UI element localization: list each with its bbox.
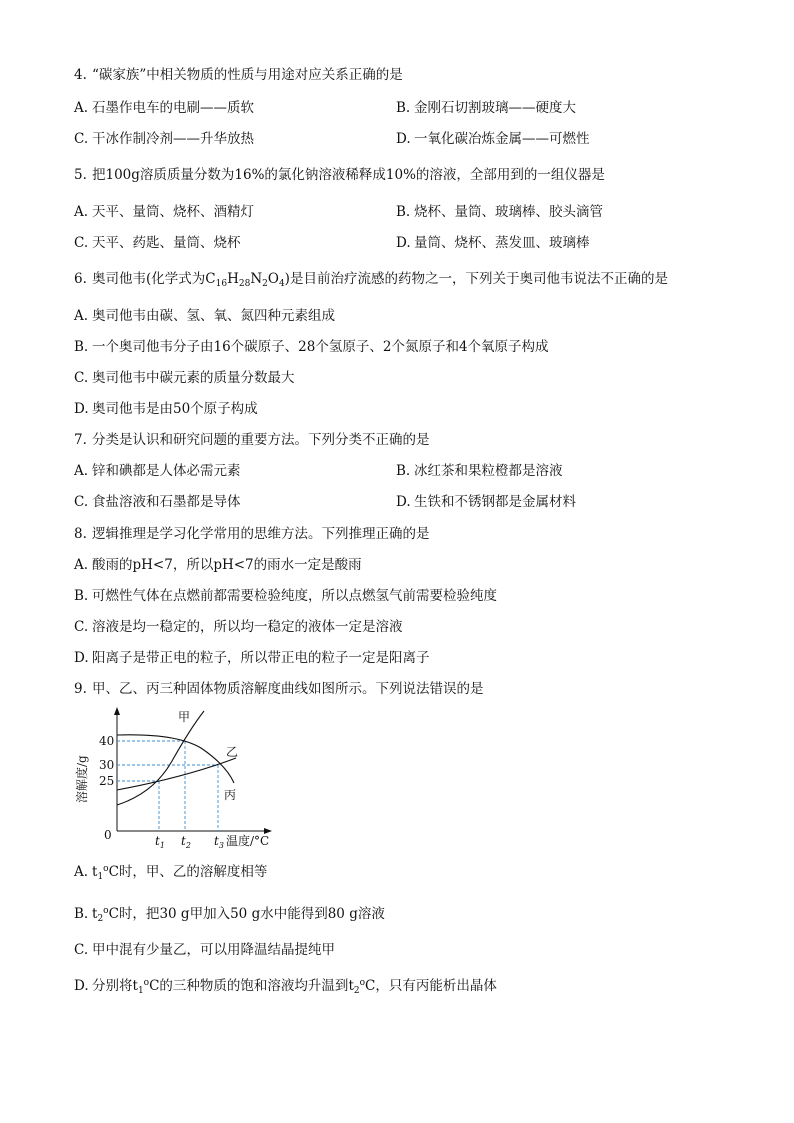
option-label: B. xyxy=(396,204,411,220)
q4-option-d[interactable] xyxy=(396,130,590,148)
q4-option-a[interactable] xyxy=(74,99,254,117)
option-text: 食盐溶液和石墨都是导体 xyxy=(92,494,241,510)
option-label: A. xyxy=(74,557,89,573)
question-number: 7. xyxy=(74,432,87,448)
question-9-stem xyxy=(74,680,484,698)
q8-option-a[interactable] xyxy=(74,556,362,574)
option-text: 一氧化碳冶炼金属——可燃性 xyxy=(414,131,590,147)
option-text: 烧杯、量筒、玻璃棒、胶头滴管 xyxy=(414,204,603,220)
y-tick-25: 25 xyxy=(99,774,115,788)
option-text: 天平、量筒、烧杯、酒精灯 xyxy=(92,204,254,220)
option-text: 锌和碘都是人体必需元素 xyxy=(92,463,241,479)
question-number: 6. xyxy=(74,271,87,287)
y-tick-30: 30 xyxy=(99,758,115,772)
option-label: D. xyxy=(74,978,89,994)
q9-option-d[interactable]: D. 分别将$t_1^oC$的三种物质的饱和溶液均升温到$t_2^oC$，只有丙能析出晶体 xyxy=(74,978,497,996)
option-text: 奥司他韦由碳、氢、氧、氮四种元素组成 xyxy=(92,308,335,324)
y-axis-arrow xyxy=(114,707,120,715)
option-label: D. xyxy=(396,494,411,510)
option-label: D. xyxy=(74,401,89,417)
q9-option-b[interactable]: B. $t_2^oC$时，把30 g甲加入50 g水中能得到80 g溶液 xyxy=(74,906,385,924)
curve-jia xyxy=(117,711,204,805)
q5-option-c[interactable] xyxy=(74,234,241,252)
q7-option-d[interactable] xyxy=(396,493,576,511)
chemical-formula: $C_{16}H_{28}N_2O_4$ xyxy=(205,271,285,289)
option-text: 奥司他韦是由50个原子构成 xyxy=(92,401,258,417)
option-label: B. xyxy=(396,100,411,116)
q4-option-c[interactable] xyxy=(74,130,254,148)
option-text: 一个奥司他韦分子由16个碳原子、28个氢原子、2个氮原子和4个氧原子构成 xyxy=(92,339,549,355)
option-label: C. xyxy=(74,235,89,251)
question-5-stem xyxy=(74,166,605,184)
q7-option-b[interactable] xyxy=(396,462,563,480)
option-text: 天平、药匙、量筒、烧杯 xyxy=(92,235,241,251)
option-label: A. xyxy=(74,204,89,220)
option-text: 石墨作电车的电刷——质软 xyxy=(92,100,254,116)
curve-bing xyxy=(117,735,234,783)
q4-option-b[interactable] xyxy=(396,99,576,117)
option-label: C. xyxy=(74,494,89,510)
series-label-yi: 乙 xyxy=(226,745,239,759)
option-label: A. xyxy=(74,308,89,324)
option-text: 阳离子是带正电的粒子，所以带正电的粒子一定是阳离子 xyxy=(92,650,430,666)
option-text: 奥司他韦中碳元素的质量分数最大 xyxy=(92,370,295,386)
question-text-pre: 奥司他韦(化学式为 xyxy=(92,271,206,287)
x-tick-t2: $t_2$ xyxy=(181,834,191,850)
option-label: C. xyxy=(74,619,89,635)
option-text: 酸雨的pH<7，所以pH<7的雨水一定是酸雨 xyxy=(92,557,362,573)
solubility-curve-chart xyxy=(66,703,296,853)
q5-option-d[interactable] xyxy=(396,234,590,252)
q7-option-c[interactable] xyxy=(74,493,241,511)
q5-option-a[interactable] xyxy=(74,203,254,221)
temperature-t1: $t_1^o$ xyxy=(92,864,109,882)
option-label: A. xyxy=(74,100,89,116)
q9-option-a[interactable] xyxy=(74,863,267,881)
q6-option-c[interactable] xyxy=(74,369,295,387)
question-4-stem xyxy=(74,66,403,84)
q6-option-b[interactable] xyxy=(74,338,549,356)
question-number: 8. xyxy=(74,526,87,542)
option-label: D. xyxy=(396,131,411,147)
option-label: A. xyxy=(74,463,89,479)
y-tick-40: 40 xyxy=(99,734,115,748)
option-label: B. xyxy=(74,339,89,355)
option-text: 量筒、烧杯、蒸发皿、玻璃棒 xyxy=(414,235,590,251)
x-tick-t3: $t_3$ xyxy=(214,834,224,850)
option-label: A. xyxy=(74,864,89,880)
question-text: 甲、乙、丙三种固体物质溶解度曲线如图所示。下列说法错误的是 xyxy=(92,681,484,697)
question-text: 逻辑推理是学习化学常用的思维方法。下列推理正确的是 xyxy=(92,526,430,542)
option-text: 甲中混有少量乙，可以用降温结晶提纯甲 xyxy=(92,942,335,958)
option-label: B. xyxy=(74,588,89,604)
y-axis-label: 溶解度/g xyxy=(75,755,89,803)
option-label: D. xyxy=(396,235,411,251)
question-text: 分类是认识和研究问题的重要方法。下列分类不正确的是 xyxy=(92,432,430,448)
question-7-stem xyxy=(74,431,430,449)
option-label: C. xyxy=(74,370,89,386)
question-number: 5. xyxy=(74,167,87,183)
option-text: 可燃性气体在点燃前都需要检验纯度，所以点燃氢气前需要检验纯度 xyxy=(92,588,497,604)
question-text: 把100g溶质质量分数为16%的氯化钠溶液稀释成10%的溶液，全部用到的一组仪器是 xyxy=(92,167,605,183)
option-text: C时，甲、乙的溶解度相等 xyxy=(108,864,268,880)
series-label-bing: 丙 xyxy=(224,788,237,802)
series-label-jia: 甲 xyxy=(178,710,191,724)
question-text: “碳家族”中相关物质的性质与用途对应关系正确的是 xyxy=(92,67,403,83)
temperature-t1: $t_1^o$ xyxy=(132,978,150,996)
question-number: 4. xyxy=(74,67,87,83)
q8-option-d[interactable] xyxy=(74,649,430,667)
q7-option-a[interactable] xyxy=(74,462,241,480)
option-label: B. xyxy=(396,463,411,479)
question-8-stem xyxy=(74,525,430,543)
temperature-t2: $t_2^o$ xyxy=(92,906,109,924)
q8-option-c[interactable] xyxy=(74,618,403,636)
option-label: C. xyxy=(74,131,89,147)
option-label: D. xyxy=(74,650,89,666)
x-tick-t1: $t_1$ xyxy=(155,834,165,850)
option-text: 干冰作制冷剂——升华放热 xyxy=(92,131,254,147)
origin-label: 0 xyxy=(104,828,112,842)
q5-option-b[interactable] xyxy=(396,203,603,221)
option-text: 金刚石切割玻璃——硬度大 xyxy=(414,100,576,116)
question-number: 9. xyxy=(74,681,87,697)
question-text-post: )是目前治疗流感的药物之一，下列关于奥司他韦说法不正确的是 xyxy=(284,271,668,287)
option-label: C. xyxy=(74,942,89,958)
q6-option-a[interactable] xyxy=(74,307,335,325)
option-text: 溶液是均一稳定的，所以均一稳定的液体一定是溶液 xyxy=(92,619,403,635)
temperature-t2: $t_2^o$ xyxy=(348,978,366,996)
option-label: B. xyxy=(74,906,89,922)
q6-option-d[interactable] xyxy=(74,400,258,418)
q9-option-c[interactable] xyxy=(74,941,335,959)
q8-option-b[interactable] xyxy=(74,587,497,605)
option-text: 冰红茶和果粒橙都是溶液 xyxy=(414,463,563,479)
question-6-stem xyxy=(74,270,668,288)
x-axis-label: 温度/°C xyxy=(226,834,270,848)
option-text: 生铁和不锈钢都是金属材料 xyxy=(414,494,576,510)
